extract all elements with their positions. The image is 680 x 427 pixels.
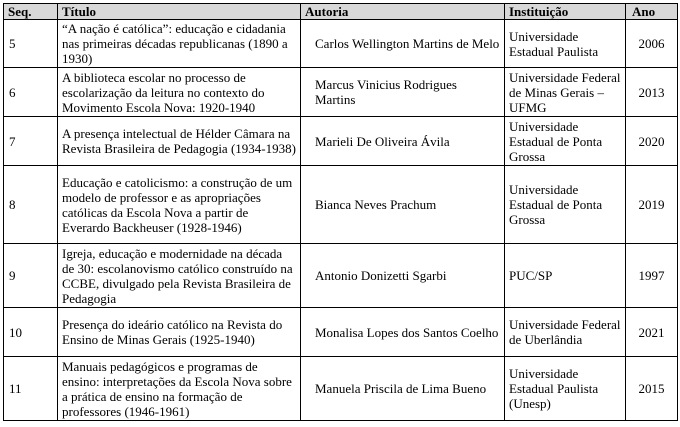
table-row bbox=[4, 117, 678, 166]
table-row bbox=[4, 166, 678, 244]
cell-autoria: Marieli De Oliveira Ávila bbox=[301, 117, 505, 166]
cell-titulo: Educação e catolicismo: a construção de um modelo de professor e as apropriações católicas da Escola Nova a partir de Everardo Backheuser (1928-1946) bbox=[58, 166, 301, 244]
cell-ano: 2020 bbox=[626, 117, 678, 166]
cell-autoria: Carlos Wellington Martins de Melo bbox=[301, 20, 505, 68]
thesis-table bbox=[3, 3, 678, 421]
cell-ano: 2019 bbox=[626, 166, 678, 244]
cell-ano: 2015 bbox=[626, 357, 678, 421]
cell-titulo: Igreja, educação e modernidade na década de 30: escolanovismo católico construído na CCBE, divulgado pela Revista Brasileira de Pedagogia bbox=[58, 244, 301, 308]
table-row bbox=[4, 20, 678, 68]
cell-seq: 8 bbox=[4, 166, 58, 244]
cell-ano: 1997 bbox=[626, 244, 678, 308]
cell-titulo: Manuais pedagógicos e programas de ensino: interpretações da Escola Nova sobre a prática de ensino na formação de professores (1946-1961) bbox=[58, 357, 301, 421]
header-titulo: Título bbox=[58, 4, 301, 20]
cell-autoria: Manuela Priscila de Lima Bueno bbox=[301, 357, 505, 421]
cell-ano: 2013 bbox=[626, 68, 678, 117]
cell-autoria: Bianca Neves Prachum bbox=[301, 166, 505, 244]
header-ano: Ano bbox=[626, 4, 678, 20]
cell-instituicao: Universidade Estadual Paulista bbox=[505, 20, 626, 68]
cell-seq: 5 bbox=[4, 20, 58, 68]
cell-ano: 2006 bbox=[626, 20, 678, 68]
cell-instituicao: Universidade Federal de Minas Gerais – UFMG bbox=[505, 68, 626, 117]
table-row bbox=[4, 357, 678, 421]
cell-titulo: A biblioteca escolar no processo de escolarização da leitura no contexto do Movimento Escola Nova: 1920-1940 bbox=[58, 68, 301, 117]
cell-instituicao: Universidade Federal de Uberlândia bbox=[505, 308, 626, 357]
cell-instituicao: Universidade Estadual de Ponta Grossa bbox=[505, 117, 626, 166]
cell-instituicao: Universidade Estadual Paulista (Unesp) bbox=[505, 357, 626, 421]
cell-seq: 9 bbox=[4, 244, 58, 308]
cell-seq: 6 bbox=[4, 68, 58, 117]
cell-titulo: A presença intelectual de Hélder Câmara na Revista Brasileira de Pedagogia (1934-1938) bbox=[58, 117, 301, 166]
cell-seq: 7 bbox=[4, 117, 58, 166]
cell-instituicao: Universidade Estadual de Ponta Grossa bbox=[505, 166, 626, 244]
cell-ano: 2021 bbox=[626, 308, 678, 357]
cell-autoria: Marcus Vinicius Rodrigues Martins bbox=[301, 68, 505, 117]
table-row bbox=[4, 308, 678, 357]
cell-instituicao: PUC/SP bbox=[505, 244, 626, 308]
cell-autoria: Antonio Donizetti Sgarbi bbox=[301, 244, 505, 308]
cell-autoria: Monalisa Lopes dos Santos Coelho bbox=[301, 308, 505, 357]
header-seq: Seq. bbox=[4, 4, 58, 20]
cell-seq: 11 bbox=[4, 357, 58, 421]
table-row bbox=[4, 244, 678, 308]
cell-titulo: “A nação é católica”: educação e cidadania nas primeiras décadas republicanas (1890 a 1930) bbox=[58, 20, 301, 68]
header-instituicao: Instituição bbox=[505, 4, 626, 20]
table-row bbox=[4, 68, 678, 117]
table-header-row bbox=[4, 4, 678, 20]
cell-seq: 10 bbox=[4, 308, 58, 357]
cell-titulo: Presença do ideário católico na Revista do Ensino de Minas Gerais (1925-1940) bbox=[58, 308, 301, 357]
header-autoria: Autoria bbox=[301, 4, 505, 20]
